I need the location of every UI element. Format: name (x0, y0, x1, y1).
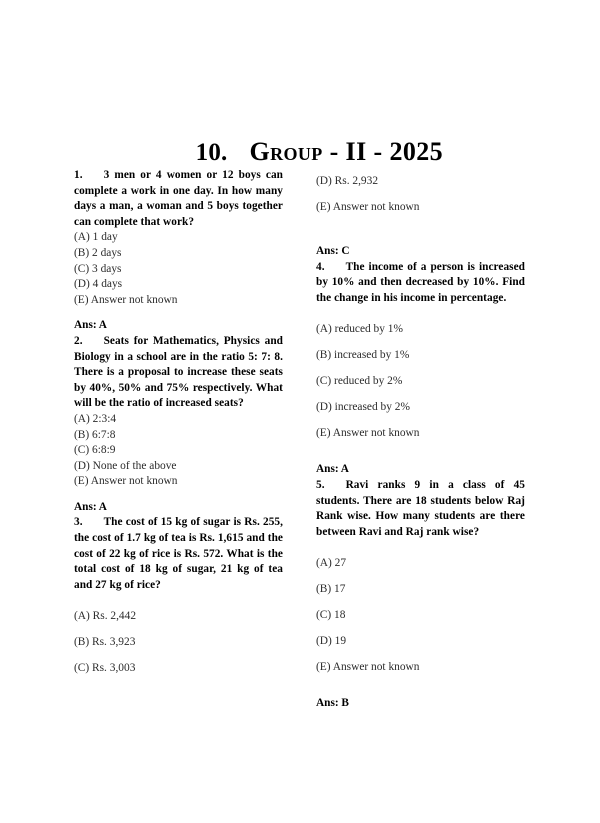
page-title-text: Group - II - 2025 (249, 137, 444, 166)
option-item[interactable]: (B) increased by 1% (316, 349, 410, 362)
two-column-body (0, 168, 600, 808)
question-5-text (316, 478, 525, 540)
option-item[interactable]: (E) Answer not known (316, 427, 420, 440)
option-item[interactable]: (B) 6:7:8 (74, 428, 116, 441)
answer-3: Ans: C (316, 245, 350, 257)
spacer (74, 593, 283, 603)
answer-5: Ans: B (316, 697, 349, 710)
question-block-1 (74, 168, 283, 334)
spacer (316, 306, 525, 316)
question-5-body: Ravi ranks 9 in a class of 45 students. There are 18 students below Raj Rank wise. How many students are there between Ravi and Raj rank wise? (316, 478, 525, 538)
question-2-number: 2. (74, 334, 83, 347)
option-item[interactable]: (D) increased by 2% (316, 401, 410, 414)
option-item[interactable]: (A) reduced by 1% (316, 323, 403, 336)
option-item[interactable]: (A) 2:3:4 (74, 412, 117, 425)
answer-4: Ans: A (316, 463, 349, 476)
option-item[interactable]: (C) 3 days (74, 262, 122, 275)
question-block-4 (316, 260, 525, 478)
spacer (74, 308, 283, 318)
spacer (316, 540, 525, 550)
option-item[interactable]: (E) Answer not known (316, 661, 420, 674)
option-item[interactable]: (D) 4 days (74, 278, 123, 291)
option-item[interactable]: (E) Answer not known (74, 475, 178, 488)
spacer (74, 490, 283, 500)
question-5-number: 5. (316, 478, 325, 491)
question-3-options-continued (316, 168, 525, 220)
question-2-body: Seats for Mathematics, Physics and Biology in a school are in the ratio 5: 7: 8. There is a proposal to increase these seats by 40%, 50% and 75% respectively. What will be the ratio of increased seats? (74, 334, 283, 410)
question-1-options (74, 230, 283, 308)
question-4-text (316, 260, 525, 307)
option-item[interactable]: (D) 19 (316, 635, 347, 648)
question-4-body: The income of a person is increased by 10% and then decreased by 10%. Find the change in his income in percentage. (316, 260, 525, 304)
question-block-5 (316, 478, 525, 712)
right-column (316, 168, 525, 712)
option-item[interactable]: (C) 18 (316, 609, 346, 622)
left-column (74, 168, 283, 681)
question-5-options (316, 550, 525, 680)
question-3-options (74, 603, 283, 681)
option-item[interactable]: (B) Rs. 3,923 (74, 636, 136, 649)
spacer (316, 680, 525, 696)
question-4-number: 4. (316, 260, 325, 273)
question-1-text (74, 168, 283, 230)
option-item[interactable]: (A) 27 (316, 557, 347, 570)
question-block-3-continued (316, 168, 525, 260)
option-item[interactable]: (B) 2 days (74, 246, 122, 259)
question-1-body: 3 men or 4 women or 12 boys can complete a work in one day. In how many days a man, a woman and 5 boys together can complete that work? (74, 169, 283, 228)
answer-2: Ans: A (74, 500, 107, 513)
option-item[interactable]: (D) None of the above (74, 459, 177, 472)
option-item[interactable]: (E) Answer not known (74, 293, 178, 306)
question-3-text (74, 515, 283, 593)
answer-1: Ans: A (74, 319, 107, 332)
question-3-body: The cost of 15 kg of sugar is Rs. 255, the cost of 1.7 kg of tea is Rs. 1,615 and the cost of 22 kg of rice is Rs. 572. What is the total cost of 18 kg of sugar, 21 kg of tea and 27 kg of rice? (74, 516, 283, 591)
question-1-number: 1. (74, 169, 83, 181)
page-title-number: 10. (195, 139, 228, 166)
spacer (316, 220, 525, 244)
option-item[interactable]: (A) Rs. 2,442 (74, 610, 137, 623)
option-item[interactable]: (C) reduced by 2% (316, 375, 403, 388)
question-2-options (74, 412, 283, 490)
option-item[interactable]: (C) 6:8:9 (74, 444, 116, 457)
option-item[interactable]: (D) Rs. 2,932 (316, 175, 379, 187)
question-4-options (316, 316, 525, 446)
question-block-2 (74, 334, 283, 516)
option-item[interactable]: (B) 17 (316, 583, 346, 596)
question-block-3 (74, 515, 283, 681)
question-3-number: 3. (74, 516, 83, 529)
question-2-text (74, 334, 283, 412)
spacer (316, 446, 525, 462)
option-item[interactable]: (E) Answer not known (316, 201, 420, 213)
option-item[interactable]: (A) 1 day (74, 231, 118, 244)
option-item[interactable]: (C) Rs. 3,003 (74, 662, 136, 675)
